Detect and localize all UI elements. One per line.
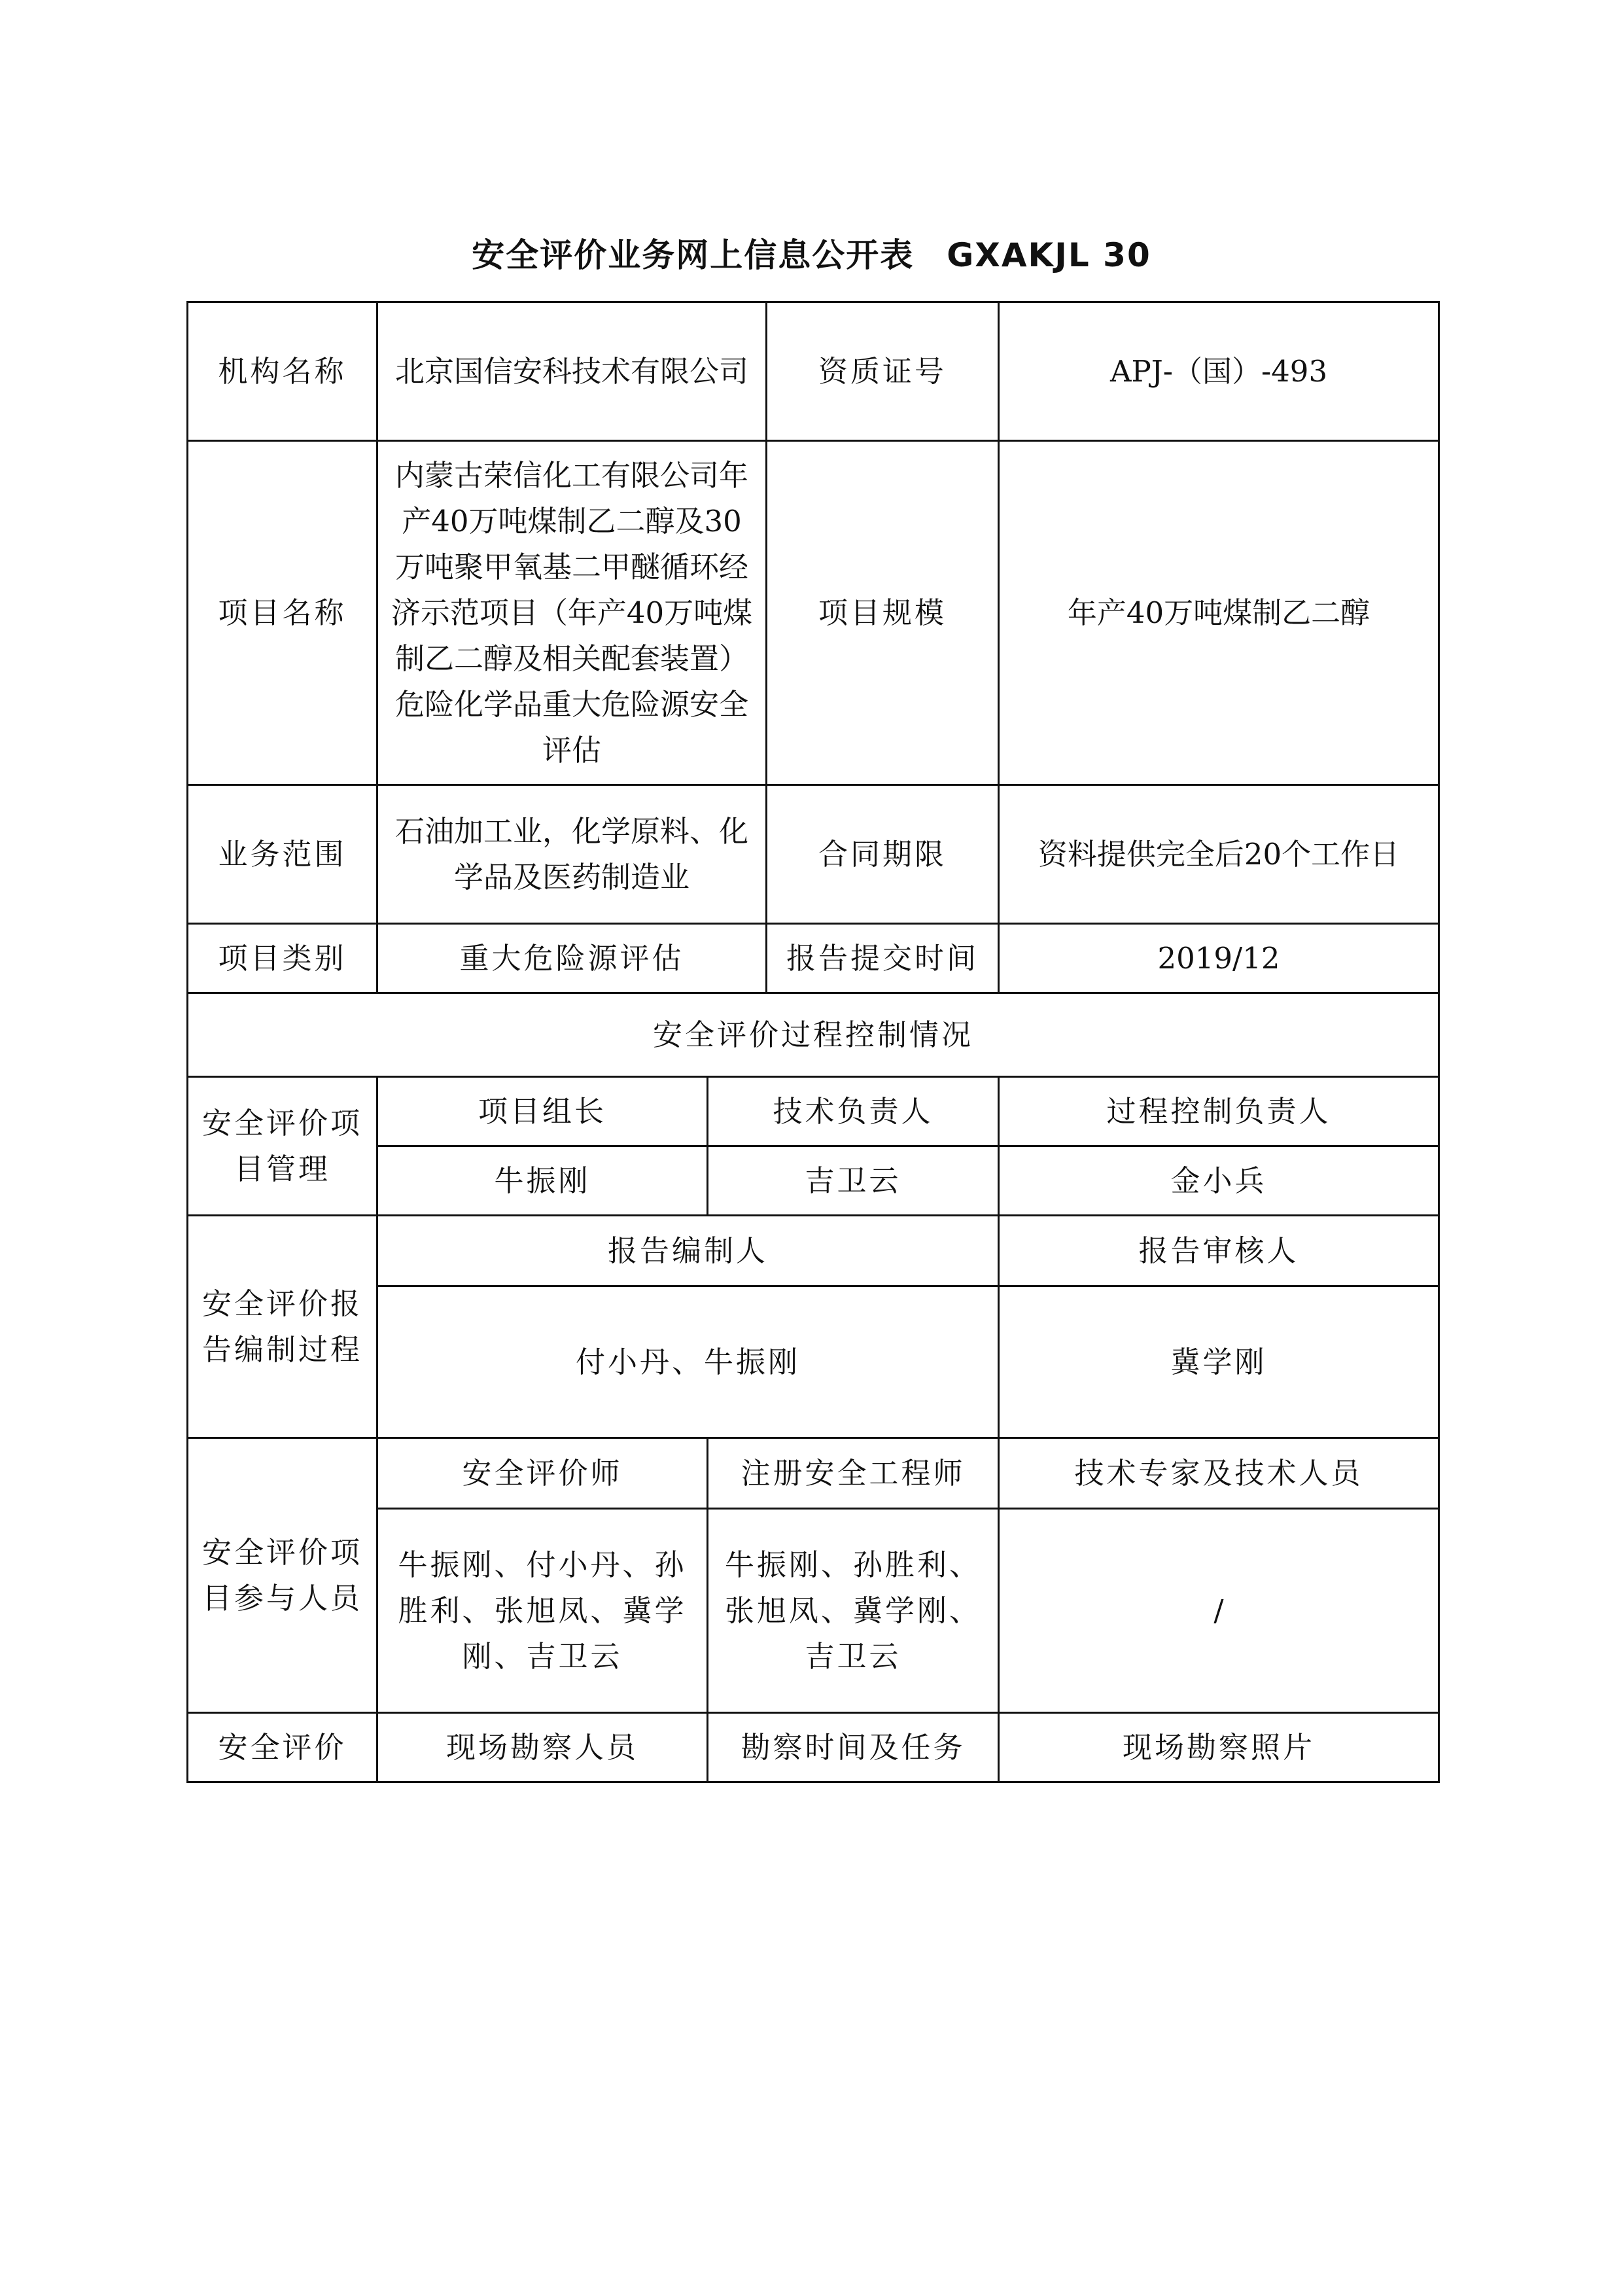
term-label-cell [767,785,999,924]
row-survey [188,1713,1439,1782]
category-value: 重大危险源评估 [459,940,684,976]
cert-value-cell [999,302,1439,441]
staff-label: 安全评价项目参与人员 [201,1534,362,1616]
expert-value: / [1213,1593,1224,1628]
term-value: 资料提供完全后20个工作日 [1038,836,1400,872]
engineer-label: 注册安全工程师 [741,1455,966,1491]
tech-value: 吉卫云 [805,1163,901,1198]
report-label: 安全评价报告编制过程 [201,1286,362,1367]
row-mgmt-headers [188,1077,1439,1146]
expert-label-cell [999,1438,1439,1509]
title-text: 安全评价业务网上信息公开表 [472,236,915,274]
row-staff-headers [188,1438,1439,1509]
surveyor-label-cell [377,1713,708,1782]
org-value: 北京国信安科技术有限公司 [395,353,749,389]
expert-label: 技术专家及技术人员 [1074,1455,1363,1491]
scale-value-cell [999,441,1439,785]
row-organization [188,302,1439,441]
scope-label-cell [188,785,377,924]
evaluator-label-cell [377,1438,708,1509]
row-section-title [188,993,1439,1077]
submit-label-cell [767,924,999,993]
row-project [188,441,1439,785]
row-scope [188,785,1439,924]
leader-value: 牛振刚 [494,1163,591,1198]
evaluator-value-cell [377,1509,708,1713]
cert-label: 资质证号 [818,353,947,389]
project-value-cell [377,441,767,785]
mgmt-label: 安全评价项目管理 [201,1105,362,1186]
disclosure-table [186,301,1440,1783]
term-label: 合同期限 [818,836,947,872]
section-title-cell [188,993,1439,1077]
org-label: 机构名称 [218,353,347,389]
reviewer-value: 冀学刚 [1170,1344,1267,1379]
org-label-cell [188,302,377,441]
scope-label: 业务范围 [218,836,347,872]
expert-value-cell [999,1509,1439,1713]
cert-label-cell [767,302,999,441]
evaluator-value: 牛振刚、付小丹、孙胜利、张旭凤、冀学刚、吉卫云 [398,1547,687,1674]
engineer-value-cell [708,1509,999,1713]
submit-value-cell [999,924,1439,993]
control-label-cell [999,1077,1439,1146]
reviewer-label-cell [999,1216,1439,1286]
cert-value: APJ-（国）-493 [1109,353,1328,389]
staff-label-cell [188,1438,377,1713]
control-value-cell [999,1146,1439,1216]
scale-label: 项目规模 [818,595,947,630]
mgmt-label-cell [188,1077,377,1216]
scale-value: 年产40万吨煤制乙二醇 [1067,595,1370,630]
reviewer-value-cell [999,1286,1439,1438]
survey-photo-label: 现场勘察照片 [1123,1729,1316,1765]
project-label-cell [188,441,377,785]
survey-photo-label-cell [999,1713,1439,1782]
scope-value: 石油加工业，化学原料、化学品及医药制造业 [395,813,749,894]
engineer-label-cell [708,1438,999,1509]
control-value: 金小兵 [1170,1163,1267,1198]
row-category [188,924,1439,993]
org-value-cell [377,302,767,441]
category-value-cell [377,924,767,993]
report-label-cell [188,1216,377,1438]
scope-value-cell [377,785,767,924]
leader-label-cell [377,1077,708,1146]
author-value-cell [377,1286,999,1438]
leader-value-cell [377,1146,708,1216]
project-value: 内蒙古荣信化工有限公司年产40万吨煤制乙二醇及30万吨聚甲氧基二甲醚循环经济示范项目（年产40万吨煤制乙二醇及相关配套装置）危险化学品重大危险源安全评估 [391,457,753,768]
reviewer-label: 报告审核人 [1138,1233,1299,1268]
submit-label: 报告提交时间 [786,940,979,976]
engineer-value: 牛振刚、孙胜利、张旭凤、冀学刚、吉卫云 [725,1547,982,1674]
tech-label-cell [708,1077,999,1146]
category-label: 项目类别 [218,940,347,976]
author-value: 付小丹、牛振刚 [576,1344,801,1379]
form-code: GXAKJL 30 [947,236,1151,274]
tech-label: 技术负责人 [773,1093,934,1129]
page-title [0,229,1623,276]
category-label-cell [188,924,377,993]
control-label: 过程控制负责人 [1106,1093,1331,1129]
scale-label-cell [767,441,999,785]
author-label: 报告编制人 [608,1233,769,1268]
leader-label: 项目组长 [478,1093,606,1129]
submit-value: 2019/12 [1157,940,1280,976]
tech-value-cell [708,1146,999,1216]
section-title: 安全评价过程控制情况 [653,1017,974,1052]
author-label-cell [377,1216,999,1286]
survey-time-label-cell [708,1713,999,1782]
surveyor-label: 现场勘察人员 [445,1729,638,1765]
survey-time-label: 勘察时间及任务 [741,1729,966,1765]
term-value-cell [999,785,1439,924]
survey-label: 安全评价 [218,1729,347,1765]
row-report-headers [188,1216,1439,1286]
survey-label-cell [188,1713,377,1782]
evaluator-label: 安全评价师 [462,1455,623,1491]
project-label: 项目名称 [218,595,347,630]
